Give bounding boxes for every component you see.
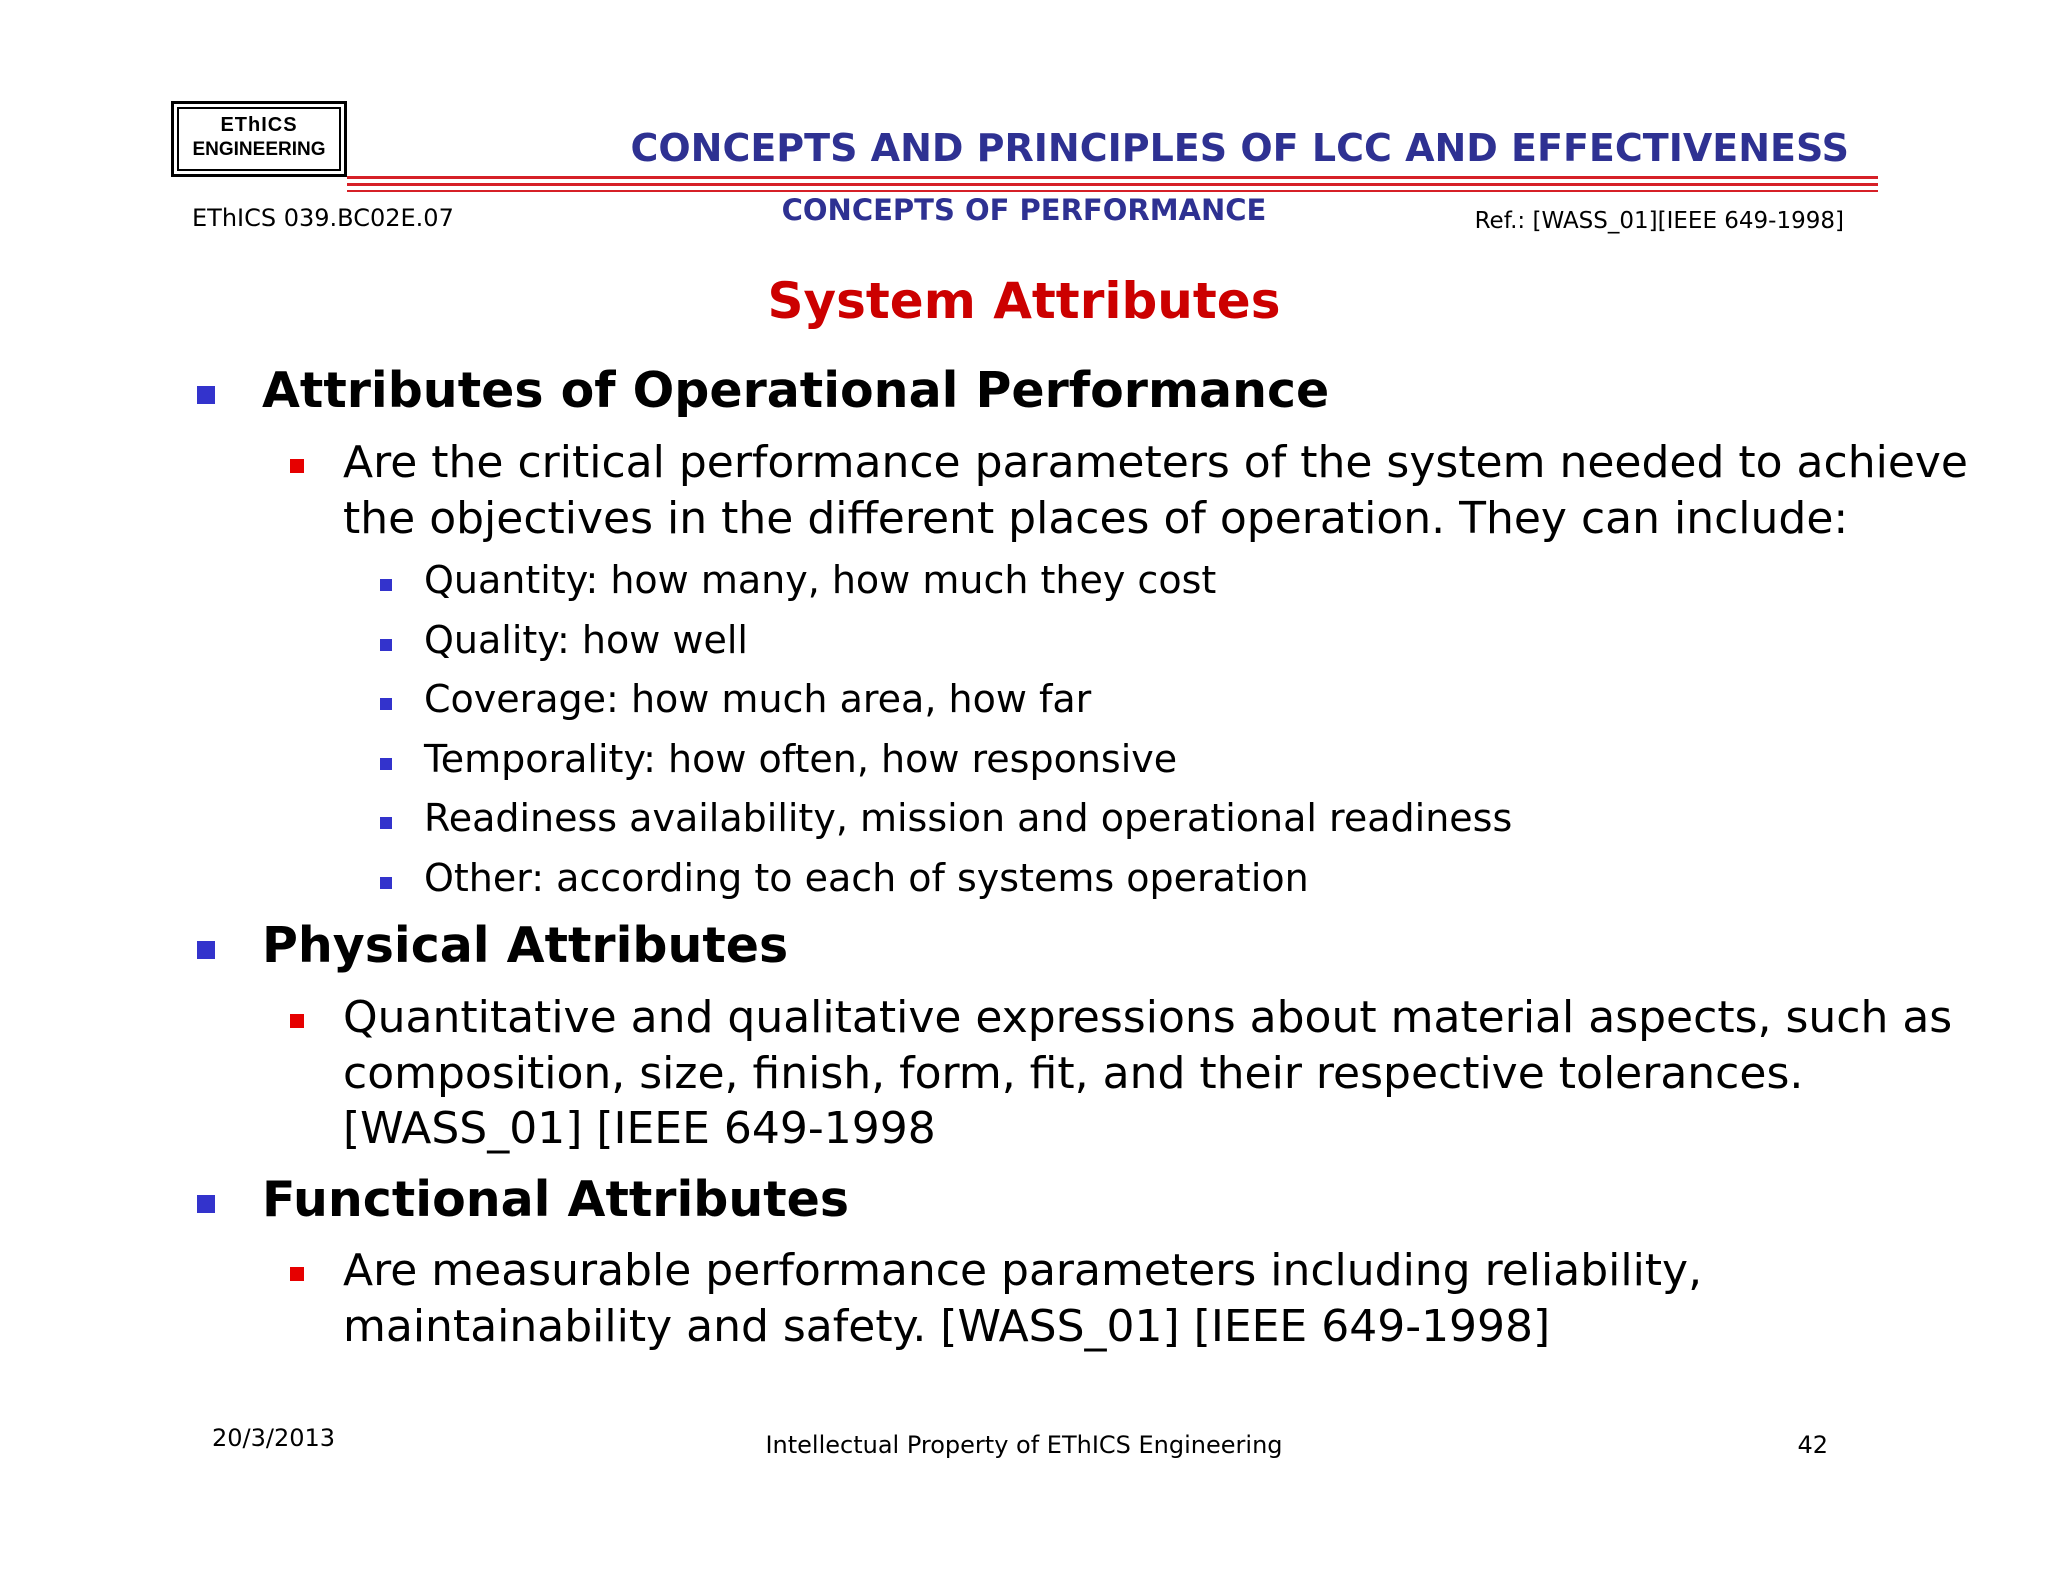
list-bullet-icon: [380, 579, 392, 591]
list-item-coverage: Coverage: how much area, how far: [424, 677, 1092, 721]
physical-description-line-3: [WASS_01] [IEEE 649-1998: [343, 1103, 936, 1154]
header-divider-top: [347, 176, 1878, 179]
sub-bullet-icon: [290, 1014, 304, 1028]
list-item-quality: Quality: how well: [424, 618, 748, 662]
section-heading-functional: Functional Attributes: [262, 1171, 850, 1228]
list-bullet-icon: [380, 639, 392, 651]
header-divider-bottom: [347, 190, 1878, 192]
physical-description-line-2: composition, size, finish, form, fit, and their respective tolerances.: [343, 1048, 1804, 1099]
list-bullet-icon: [380, 817, 392, 829]
list-item-quantity: Quantity: how many, how much they cost: [424, 558, 1217, 602]
functional-description-line-1: Are measurable performance parameters including reliability,: [343, 1245, 1703, 1296]
logo-text-ethics: EThICS: [220, 114, 298, 136]
header-subtitle: CONCEPTS OF PERFORMANCE: [781, 193, 1267, 227]
document-code: EThICS 039.BC02E.07: [192, 204, 454, 232]
section-heading-operational: Attributes of Operational Performance: [262, 362, 1330, 419]
operational-description-line-1: Are the critical performance parameters of the system needed to achieve: [343, 437, 1968, 488]
physical-description-line-1: Quantitative and qualitative expressions about material aspects, such as: [343, 992, 1953, 1043]
list-item-readiness: Readiness availability, mission and operational readiness: [424, 796, 1513, 840]
section-bullet-icon: [197, 941, 215, 959]
footer-ownership: Intellectual Property of EThICS Engineering: [765, 1431, 1283, 1459]
header-divider-middle: [347, 183, 1878, 186]
section-bullet-icon: [197, 386, 215, 404]
sub-bullet-icon: [290, 459, 304, 473]
list-bullet-icon: [380, 877, 392, 889]
section-bullet-icon: [197, 1195, 215, 1213]
list-bullet-icon: [380, 698, 392, 710]
list-item-temporality: Temporality: how often, how responsive: [424, 737, 1178, 781]
slide-title: System Attributes: [767, 272, 1281, 330]
list-bullet-icon: [380, 758, 392, 770]
ethics-engineering-logo: [171, 101, 347, 177]
footer-date: 20/3/2013: [212, 1424, 336, 1452]
section-heading-physical: Physical Attributes: [262, 917, 789, 974]
sub-bullet-icon: [290, 1267, 304, 1281]
list-item-other: Other: according to each of systems operation: [424, 856, 1309, 900]
page-number: 42: [1797, 1431, 1828, 1459]
functional-description-line-2: maintainability and safety. [WASS_01] [IEEE 649-1998]: [343, 1301, 1551, 1352]
logo-text-engineering: ENGINEERING: [192, 139, 326, 160]
operational-description-line-2: the objectives in the different places of operation. They can include:: [343, 493, 1849, 544]
header-main-title: CONCEPTS AND PRINCIPLES OF LCC AND EFFECTIVENESS: [630, 126, 1849, 170]
reference-citation: Ref.: [WASS_01][IEEE 649-1998]: [1474, 208, 1844, 234]
